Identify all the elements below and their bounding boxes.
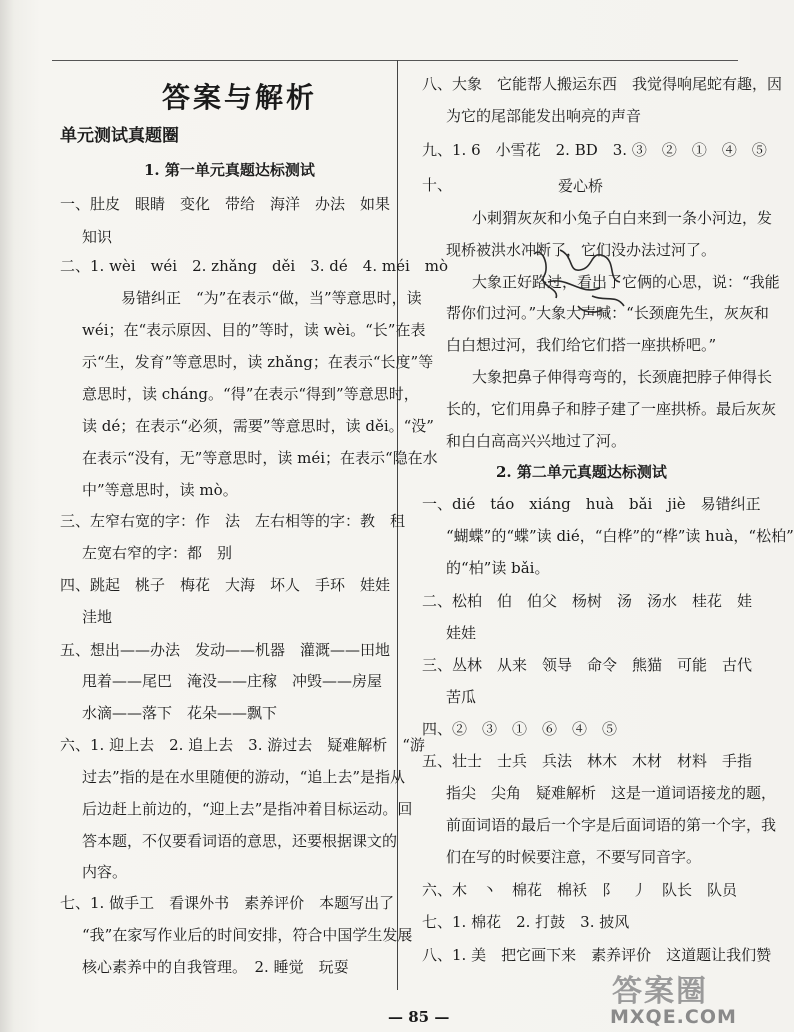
left-line: 意思时，读 cháng。“得”在表示“得到”等意思时， xyxy=(82,385,419,403)
right-line: 娃娃 xyxy=(446,624,477,642)
left-line: 读 dé；在表示“必须，需要”等意思时，读 děi。“没” xyxy=(82,417,434,435)
section-heading: 单元测试真题圈 xyxy=(60,126,179,146)
left-line: 七、1. 做手工 看课外书 素养评价 本题写出了 xyxy=(60,894,395,912)
left-line: 洼地 xyxy=(82,608,113,626)
right-line: 大象把鼻子伸得弯弯的，长颈鹿把脖子伸得长 xyxy=(472,368,773,386)
left-line: 中”等意思时，读 mò。 xyxy=(82,481,238,499)
right-line: 帮你们过河。”大象大声喊：“长颈鹿先生，灰灰和 xyxy=(446,304,769,322)
left-line: 六、1. 迎上去 2. 追上去 3. 游过去 疑难解析 “游 xyxy=(60,736,425,754)
right-line: 现桥被洪水冲断了，它们没办法过河了。 xyxy=(446,241,717,259)
page-title: 答案与解析 xyxy=(162,81,318,114)
pen-scribble xyxy=(520,236,640,326)
right-line: 小刺猬灰灰和小兔子白白来到一条小河边，发 xyxy=(472,209,773,227)
watermark-url: MXQE.COM xyxy=(610,1006,737,1028)
left-line: “我”在家写作业后的时间安排，符合中国学生发展 xyxy=(82,926,413,944)
right-line: “蝴蝶”的“蝶”读 dié，“白桦”的“桦”读 huà，“松柏” xyxy=(446,527,794,545)
right-line: 五、壮士 士兵 兵法 林木 木材 材料 手指 xyxy=(422,752,753,770)
left-line: wéi；在“表示原因、目的”等时，读 wèi。“长”在表 xyxy=(82,321,426,339)
right-line: 为它的尾部能发出响亮的声音 xyxy=(446,107,642,125)
right-line: 七、1. 棉花 2. 打鼓 3. 披风 xyxy=(422,913,630,931)
right-line: 八、1. 美 把它画下来 素养评价 这道题让我们赞 xyxy=(422,946,772,964)
left-line: 后边赶上前边的，“迎上去”是指冲着目标运动。回 xyxy=(82,800,413,818)
watermark-logo: 答案圈 xyxy=(612,974,708,1009)
right-line: 苦瓜 xyxy=(446,688,477,706)
left-line: 答本题，不仅要看词语的意思，还要根据课文的 xyxy=(82,832,398,850)
page-number: — 85 — xyxy=(388,1008,450,1026)
top-rule xyxy=(52,60,738,61)
unit2-heading: 2. 第二单元真题达标测试 xyxy=(496,463,667,481)
left-line: 左宽右窄的字：都 别 xyxy=(82,544,233,562)
right-line: 和白白高高兴兴地过了河。 xyxy=(446,432,627,450)
essay-title: 爱心桥 xyxy=(558,177,604,195)
right-line: 九、1. 6 小雪花 2. BD 3. ③ ② ① ④ ⑤ xyxy=(422,141,767,159)
right-line: 们在写的时候要注意，不要写同音字。 xyxy=(446,848,702,866)
right-line: 四、② ③ ① ⑥ ④ ⑤ xyxy=(422,720,618,738)
left-line: 二、1. wèi wéi 2. zhǎng děi 3. dé 4. méi mò xyxy=(60,257,449,275)
right-line: 六、木 丶 棉花 棉袄 阝 丿 队长 队员 xyxy=(422,881,738,899)
right-line: 十、 xyxy=(422,176,453,194)
right-line: 前面词语的最后一个字是后面词语的第一个字，我 xyxy=(446,816,777,834)
left-line: 内容。 xyxy=(82,863,128,881)
left-line: 易错纠正 “为”在表示“做，当”等意思时，读 xyxy=(106,289,422,307)
left-line: 示“生，发育”等意思时，读 zhǎng；在表示“长度”等 xyxy=(82,353,434,371)
left-line: 在表示“没有，无”等意思时，读 méi；在表示“隐在水 xyxy=(82,449,438,467)
unit1-heading: 1. 第一单元真题达标测试 xyxy=(144,161,315,179)
right-line: 大象正好路过，看出了它俩的心思，说：“我能 xyxy=(472,273,780,291)
right-line: 三、丛林 从来 领导 命令 熊猫 可能 古代 xyxy=(422,656,753,674)
left-line: 甩着——尾巴 淹没——庄稼 冲毁——房屋 xyxy=(82,672,383,690)
left-line: 过去”指的是在水里随便的游动，“追上去”是指从 xyxy=(82,768,406,786)
right-line: 八、大象 它能帮人搬运东西 我觉得响尾蛇有趣，因 xyxy=(422,75,783,93)
right-line: 二、松柏 伯 伯父 杨树 汤 汤水 桂花 娃 xyxy=(422,592,753,610)
left-line: 五、想出——办法 发动——机器 灌溉——田地 xyxy=(60,641,391,659)
right-line: 的“柏”读 bǎi。 xyxy=(446,559,550,577)
left-line: 四、跳起 桃子 梅花 大海 坏人 手环 娃娃 xyxy=(60,576,391,594)
right-line: 长的，它们用鼻子和脖子建了一座拱桥。最后灰灰 xyxy=(446,400,777,418)
left-line: 知识 xyxy=(82,228,113,246)
left-line: 水滴——落下 花朵——飘下 xyxy=(82,704,278,722)
left-line: 核心素养中的自我管理。 2. 睡觉 玩耍 xyxy=(82,958,349,976)
left-line: 一、肚皮 眼睛 变化 带给 海洋 办法 如果 xyxy=(60,195,391,213)
left-line: 三、左窄右宽的字：作 法 左右相等的字：教 租 xyxy=(60,512,406,530)
right-line: 指尖 尖角 疑难解析 这是一道词语接龙的题， xyxy=(446,784,777,802)
right-line: 一、dié táo xiáng huà bǎi jiè 易错纠正 xyxy=(422,495,761,513)
right-line: 白白想过河，我们给它们搭一座拱桥吧。” xyxy=(446,336,717,354)
